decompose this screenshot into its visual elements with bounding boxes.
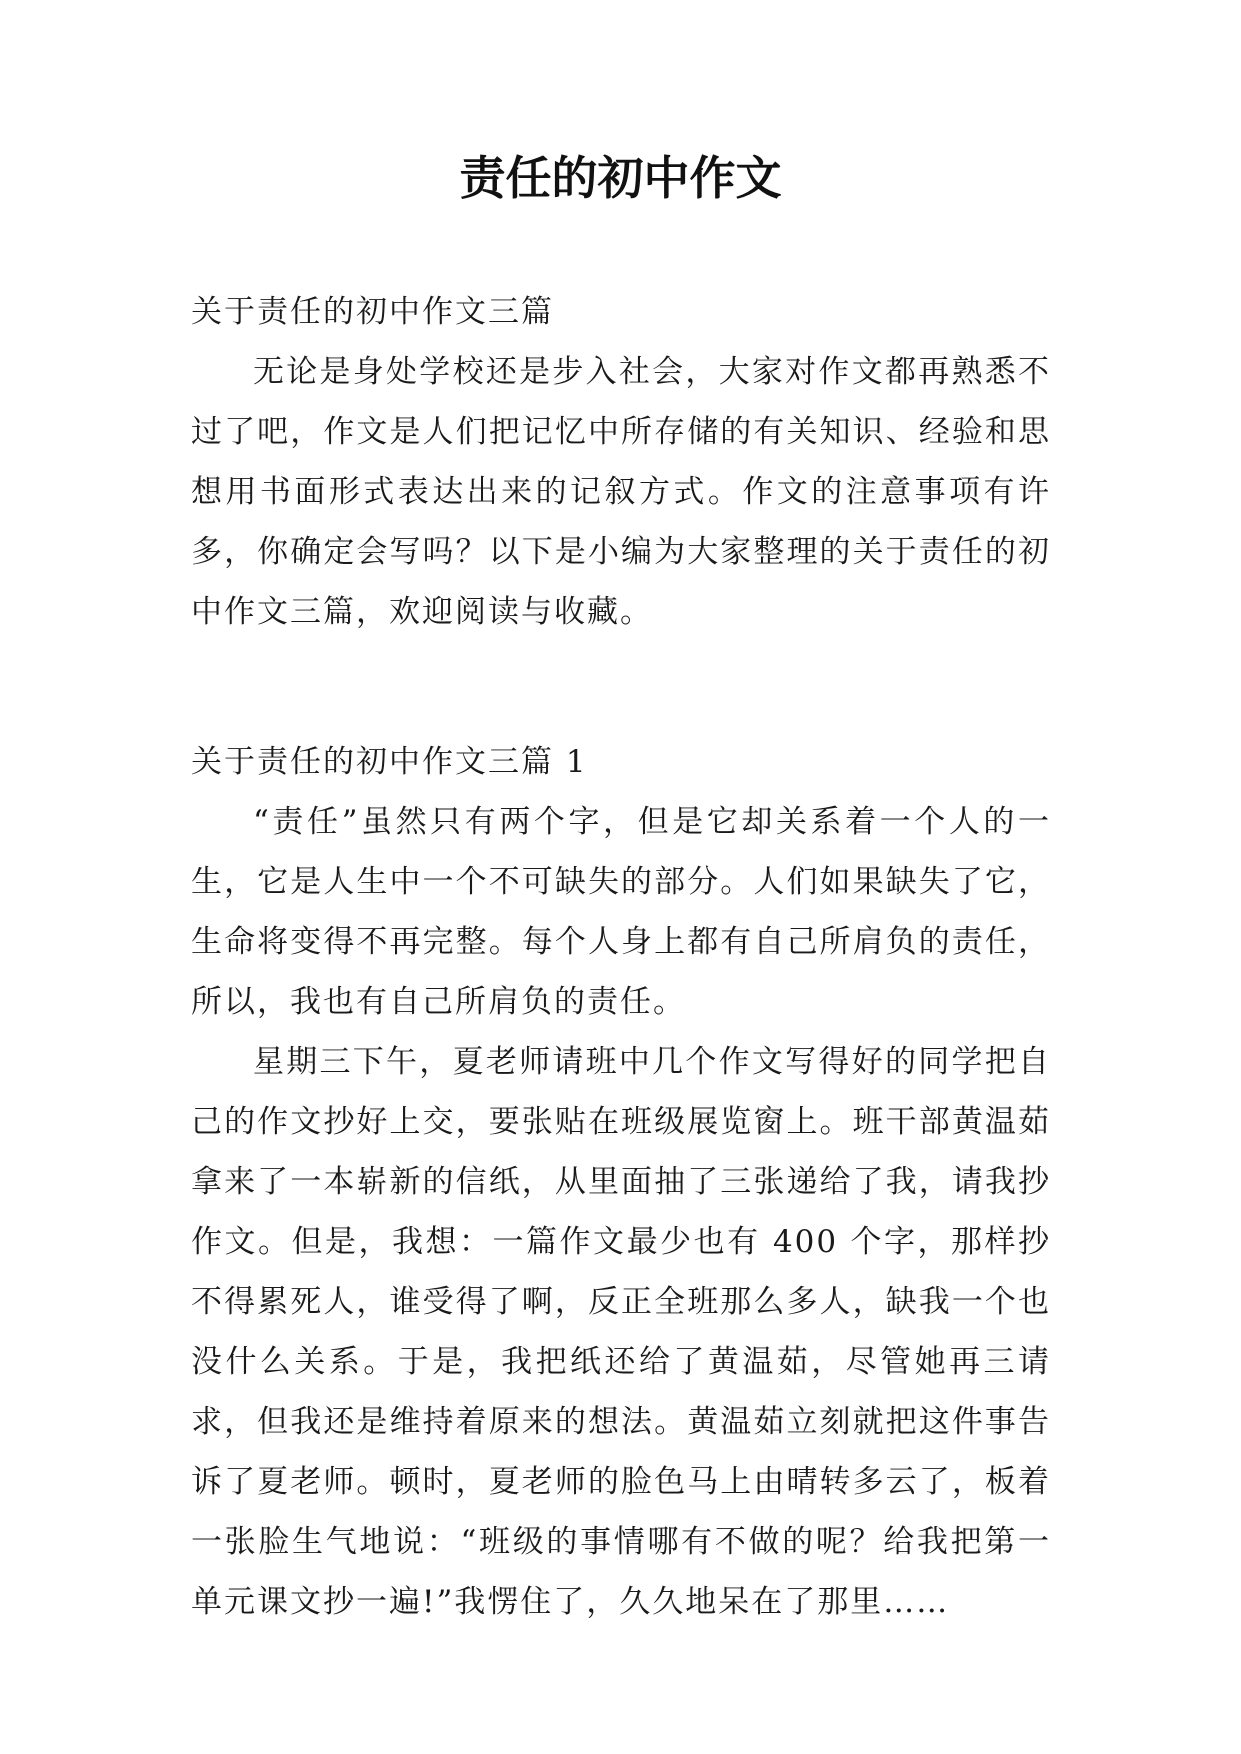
essay-paragraph: 星期三下午，夏老师请班中几个作文写得好的同学把自己的作文抄好上交，要张贴在班级展览窗上。班干部黄温茹拿来了一本崭新的信纸，从里面抽了三张递给了我，请我抄作文。但是，我想：一篇作文最少也有 400 个字，那样抄不得累死人，谁受得了啊，反正全班那么多人，缺我一个也没什么关系。于是，我把纸还给了黄温茹，尽管她再三请求，但我还是维持着原来的想法。黄温茹立刻就把这件事告诉了夏老师。顿时，夏老师的脸色马上由晴转多云了，板着一张脸生气地说：“班级的事情哪有不做的呢？给我把第一单元课文抄一遍!”我愣住了，久久地呆在了那里…… bbox=[191, 1044, 1051, 1620]
section-spacer bbox=[191, 642, 1051, 732]
document-title: 责任的初中作文 bbox=[459, 151, 782, 205]
document-body bbox=[191, 282, 1051, 1632]
section-heading-intro: 关于责任的初中作文三篇 bbox=[191, 294, 554, 330]
intro-paragraph: 无论是身处学校还是步入社会，大家对作文都再熟悉不过了吧，作文是人们把记忆中所存储的有关知识、经验和思想用书面形式表达出来的记叙方式。作文的注意事项有许多，你确定会写吗？以下是小编为大家整理的关于责任的初中作文三篇，欢迎阅读与收藏。 bbox=[191, 354, 1051, 630]
section-heading-essay-1: 关于责任的初中作文三篇 1 bbox=[191, 744, 588, 780]
essay-paragraph: “责任”虽然只有两个字，但是它却关系着一个人的一生，它是人生中一个不可缺失的部分。人们如果缺失了它，生命将变得不再完整。每个人身上都有自己所肩负的责任，所以，我也有自己所肩负的责任。 bbox=[191, 804, 1051, 1020]
